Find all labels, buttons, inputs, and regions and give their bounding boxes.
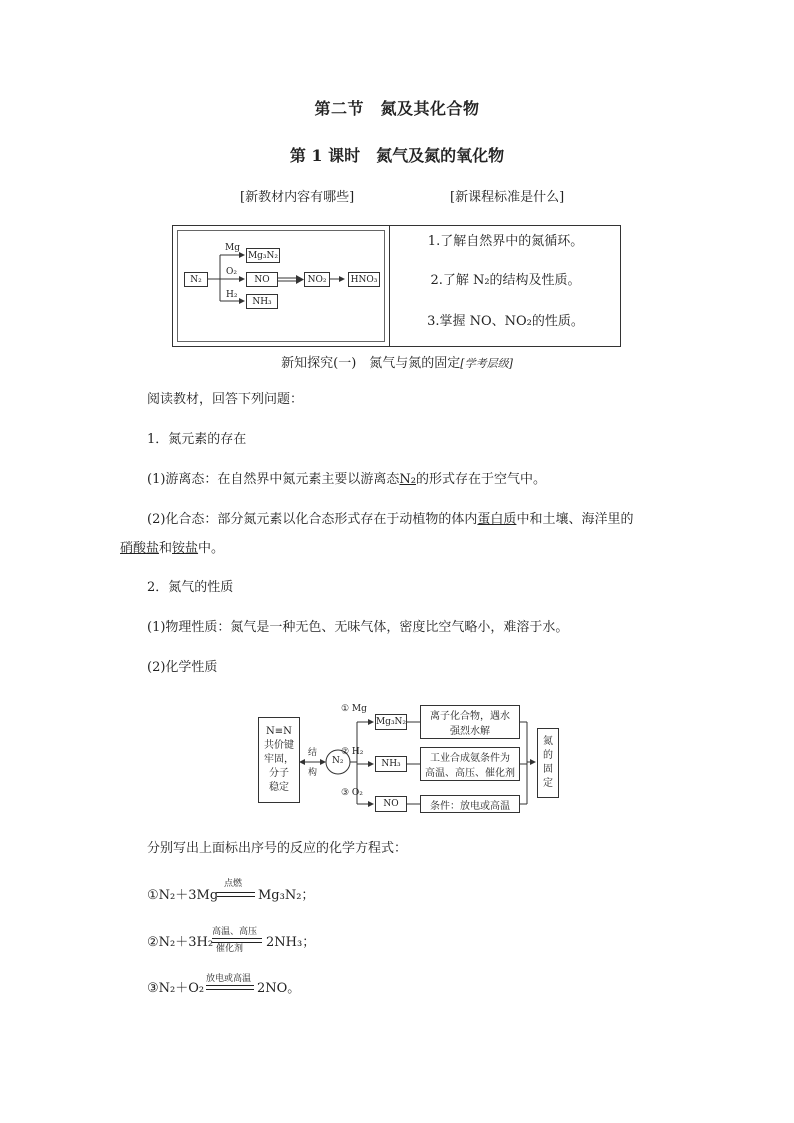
comb-and: 和 bbox=[159, 541, 173, 556]
fixation-box bbox=[537, 728, 559, 798]
no2-box: NO₂ bbox=[304, 272, 330, 287]
comb-end: 中。 bbox=[198, 541, 225, 556]
nitrogen-diagram-frame bbox=[177, 230, 385, 342]
structure-line: 牢固， bbox=[264, 754, 294, 765]
structure-line: 稳定 bbox=[269, 782, 289, 793]
desc-line: 工业合成氨条件为 bbox=[430, 753, 510, 764]
combined-state-line bbox=[147, 511, 633, 529]
free-prefix: (1)游离态：在自然界中氮元素主要以游离态 bbox=[147, 472, 400, 487]
standard-item: 1.了解自然界中的氮循环。 bbox=[427, 234, 584, 249]
reaction-2-label: ② H₂ bbox=[341, 747, 364, 757]
equation-prompt: 分别写出上面标出序号的反应的化学方程式： bbox=[147, 841, 408, 856]
section-heading-tag: [学考层级] bbox=[460, 357, 513, 370]
desc-line: 强烈水解 bbox=[450, 726, 490, 737]
free-state-line bbox=[147, 471, 546, 489]
section-heading-title: 新知探究(一) 氮气与氮的固定 bbox=[281, 356, 461, 371]
overview-table bbox=[172, 225, 621, 347]
product-mg3n2: Mg₃N₂ bbox=[375, 714, 407, 730]
free-blank: N₂ bbox=[399, 472, 417, 487]
structure-box bbox=[258, 717, 300, 803]
equation-2 bbox=[147, 931, 213, 950]
free-suffix: 的形式存在于空气中。 bbox=[416, 472, 547, 487]
comb-prefix: (2)化合态：部分氮元素以化合态形式存在于动植物的体内 bbox=[147, 512, 478, 527]
comb-blank2: 硝酸盐 bbox=[120, 541, 160, 556]
eq3-equals bbox=[206, 985, 254, 990]
table-divider bbox=[389, 226, 390, 346]
section-heading bbox=[0, 352, 794, 371]
eq3-condition: 放电或高温 bbox=[206, 974, 252, 984]
physical-properties: (1)物理性质：氮气是一种无色、无味气体，密度比空气略小，难溶于水。 bbox=[147, 620, 569, 635]
lesson-title: 第 1 课时 氮气及氮的氧化物 bbox=[289, 146, 505, 165]
desc-ammonia bbox=[420, 747, 520, 781]
desc-no: 条件：放电或高温 bbox=[420, 795, 520, 813]
eq-left: ②N₂＋3H₂ bbox=[147, 935, 214, 950]
chemical-property-diagram bbox=[255, 700, 565, 815]
desc-ionic bbox=[420, 705, 520, 739]
eq1-equals bbox=[217, 892, 255, 897]
content-header: [新教材内容有哪些] bbox=[240, 190, 355, 205]
chemical-properties: (2)化学性质 bbox=[147, 660, 218, 675]
structure-label-bottom: 构 bbox=[308, 768, 318, 778]
eq1-right: Mg₃N₂； bbox=[258, 888, 315, 903]
structure-line: 分子 bbox=[269, 768, 289, 779]
section-title: 第二节 氮及其化合物 bbox=[314, 99, 480, 118]
equation-3 bbox=[147, 977, 204, 996]
product-nh3: NH₃ bbox=[375, 756, 407, 772]
eq2-condition-bottom: 催化剂 bbox=[216, 944, 244, 954]
equation-1 bbox=[147, 884, 218, 903]
fix-char: 氮 bbox=[543, 736, 553, 747]
standard-header: [新课程标准是什么] bbox=[450, 190, 565, 205]
o2-label: O₂ bbox=[226, 267, 237, 277]
standard-item: 3.掌握 NO、NO₂的性质。 bbox=[427, 314, 584, 329]
eq1-condition: 点燃 bbox=[224, 879, 243, 889]
comb-mid: 中和土壤、海洋里的 bbox=[516, 512, 634, 527]
reaction-1-label: ① Mg bbox=[341, 704, 367, 714]
eq-left: ③N₂＋O₂ bbox=[147, 981, 205, 996]
nh3-box: NH₃ bbox=[246, 294, 278, 309]
reaction-3-label: ③ O₂ bbox=[341, 788, 363, 798]
mg-label: Mg bbox=[225, 243, 240, 253]
hno3-box: HNO₃ bbox=[348, 272, 380, 287]
item1-heading: 1．氮元素的存在 bbox=[147, 432, 247, 447]
fix-char: 固 bbox=[543, 764, 553, 775]
no-box: NO bbox=[246, 272, 278, 287]
structure-label-top: 结 bbox=[308, 748, 318, 758]
fix-char: 的 bbox=[543, 750, 553, 761]
comb-blank3: 铵盐 bbox=[172, 541, 199, 556]
desc-line: 离子化合物，遇水 bbox=[430, 711, 510, 722]
item2-heading: 2．氮气的性质 bbox=[147, 580, 234, 595]
h2-label: H₂ bbox=[226, 290, 238, 300]
combined-state-line2 bbox=[120, 537, 224, 556]
comb-blank1: 蛋白质 bbox=[477, 512, 517, 527]
fix-char: 定 bbox=[543, 778, 553, 789]
n2-center: N₂ bbox=[332, 756, 344, 766]
structure-line: N≡N bbox=[266, 726, 292, 737]
eq2-right: 2NH₃； bbox=[266, 935, 316, 950]
structure-line: 共价键 bbox=[264, 740, 294, 751]
mg3n2-box: Mg₃N₂ bbox=[246, 248, 280, 263]
intro-text: 阅读教材，回答下列问题： bbox=[147, 392, 304, 407]
n2-box: N₂ bbox=[184, 272, 208, 287]
eq-left: ①N₂＋3Mg bbox=[147, 888, 219, 903]
product-no: NO bbox=[375, 796, 407, 812]
eq3-right: 2NO。 bbox=[257, 981, 301, 996]
eq2-condition-top: 高温、高压 bbox=[212, 927, 258, 937]
desc-line: 高温、高压、催化剂 bbox=[425, 768, 515, 779]
standard-item: 2.了解 N₂的结构及性质。 bbox=[430, 273, 581, 288]
